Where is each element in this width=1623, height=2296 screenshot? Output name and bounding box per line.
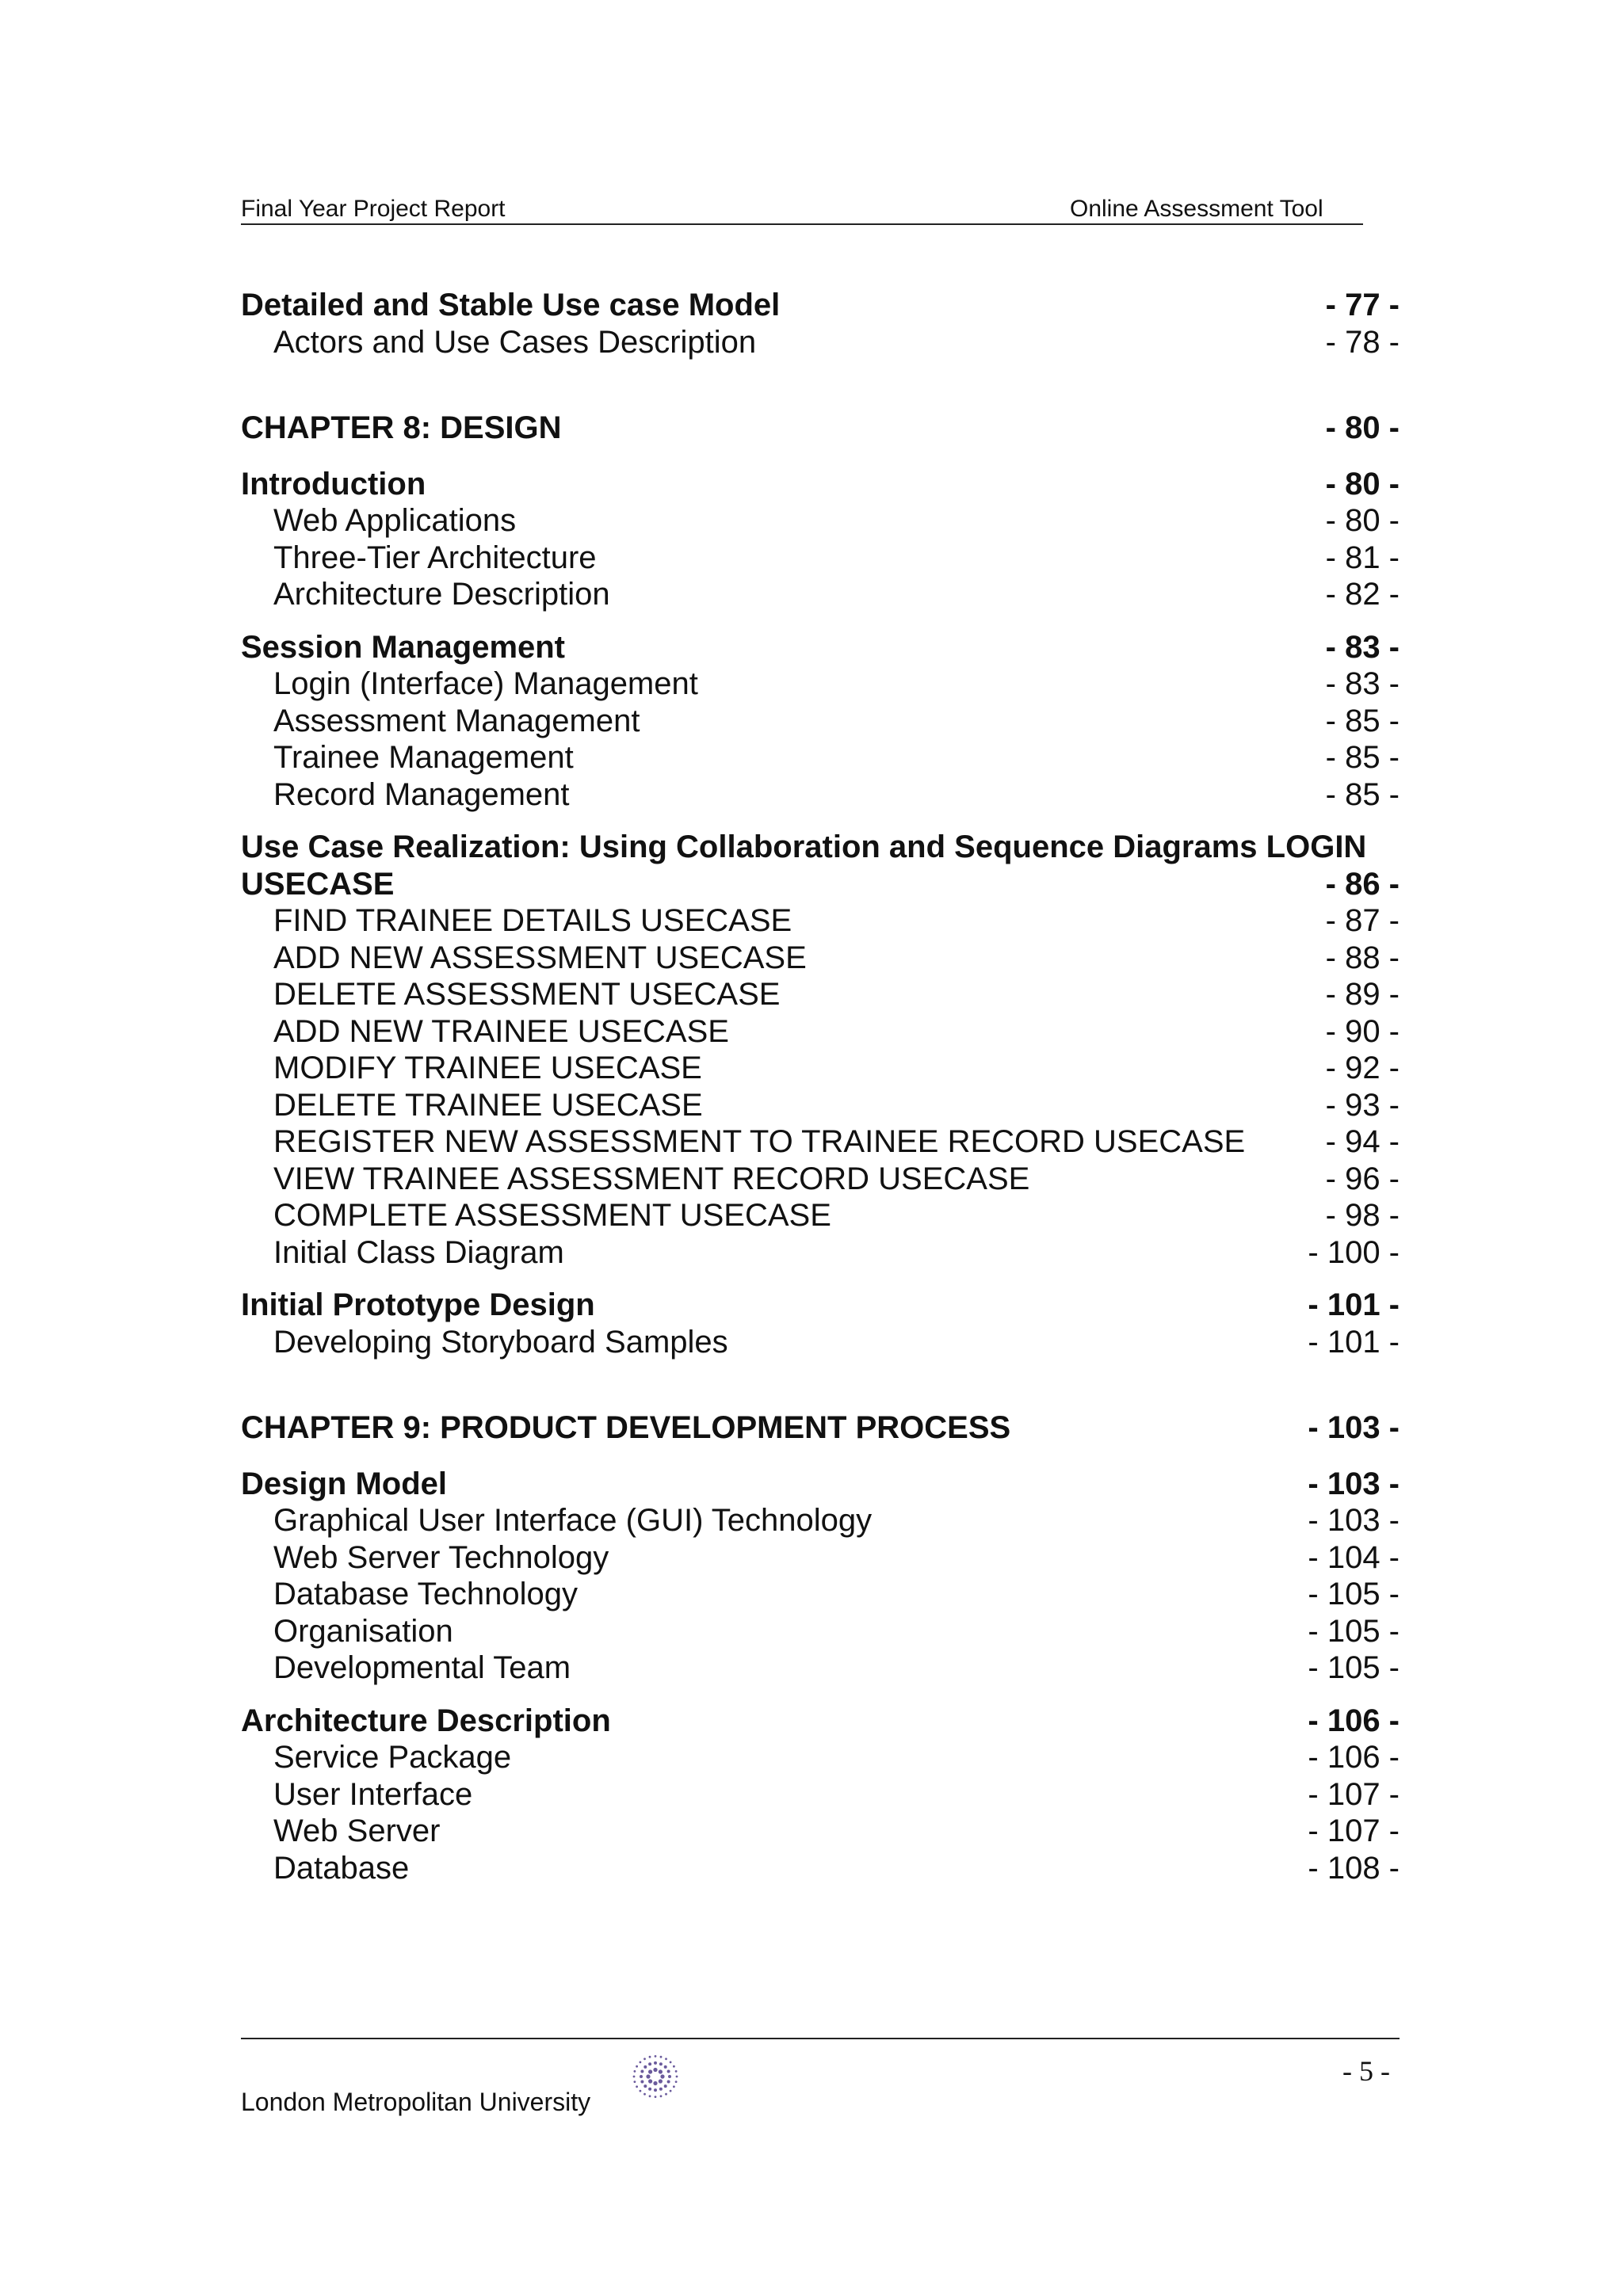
toc-entry <box>241 703 1400 740</box>
toc-entry-label: Trainee Management <box>273 740 574 775</box>
toc-entry-page: - 103 - <box>1308 1410 1400 1445</box>
toc-entry-page: - 103 - <box>1308 1466 1400 1501</box>
toc-entry-page: - 83 - <box>1325 666 1400 701</box>
logo-dot <box>640 2090 642 2092</box>
toc-entry-page: - 78 - <box>1325 324 1400 360</box>
toc-entry-page: - 105 - <box>1308 1613 1400 1649</box>
logo-dot <box>655 2055 657 2058</box>
toc-entry <box>241 666 1400 703</box>
toc-entry <box>241 466 1400 503</box>
toc-entry <box>241 287 1400 324</box>
logo-dot <box>676 2076 678 2078</box>
toc-entry-label: VIEW TRAINEE ASSESSMENT RECORD USECASE <box>273 1161 1030 1196</box>
toc-entry-page: - 100 - <box>1308 1234 1400 1270</box>
toc-entry-page: - 82 - <box>1325 577 1400 612</box>
toc-entry-label: DELETE TRAINEE USECASE <box>273 1087 703 1123</box>
toc-entry <box>241 1739 1400 1776</box>
toc-entry <box>241 410 1400 447</box>
toc-entry <box>241 976 1400 1013</box>
toc-entry-label: Architecture Description <box>273 577 610 612</box>
toc-entry-label: REGISTER NEW ASSESSMENT TO TRAINEE RECORD USECASE <box>273 1124 1246 1159</box>
logo-dot <box>643 2058 646 2060</box>
logo-dot <box>659 2079 663 2083</box>
running-header <box>241 195 1363 225</box>
toc-entry-page: - 98 - <box>1325 1198 1400 1233</box>
toc-entry-label: ADD NEW TRAINEE USECASE <box>273 1013 729 1049</box>
toc-entry-label: DELETE ASSESSMENT USECASE <box>273 977 781 1012</box>
logo-dot <box>673 2085 675 2088</box>
logo-dot <box>649 2056 651 2058</box>
toc-entry <box>241 739 1400 776</box>
logo-dot <box>633 2076 636 2078</box>
toc-entry <box>241 1197 1400 1234</box>
toc-entry-page: - 106 - <box>1308 1703 1400 1738</box>
toc-entry <box>241 1576 1400 1613</box>
logo-dot <box>654 2061 657 2065</box>
logo-dot <box>659 2088 663 2091</box>
logo-dot <box>640 2075 643 2078</box>
toc-entry-label: Database Technology <box>273 1577 578 1611</box>
toc-entry-label: FIND TRAINEE DETAILS USECASE <box>273 903 792 938</box>
toc-entry <box>241 1850 1400 1887</box>
logo-dot <box>660 2074 664 2078</box>
toc-entry <box>241 1050 1400 1087</box>
toc-entry <box>241 940 1400 977</box>
toc-entry-page: - 80 - <box>1325 410 1400 445</box>
toc-entry-label: USECASE <box>241 866 395 902</box>
logo-dot <box>659 2069 663 2073</box>
toc-entry-page: - 105 - <box>1308 1650 1400 1685</box>
toc-entry-page: - 101 - <box>1308 1287 1400 1322</box>
toc-entry <box>241 1409 1400 1447</box>
toc-entry-label: Service Package <box>273 1740 512 1775</box>
toc-entry-page: - 85 - <box>1325 703 1400 738</box>
logo-dot <box>634 2070 636 2073</box>
toc-entry <box>241 1466 1400 1503</box>
toc-entry-page: - 107 - <box>1308 1776 1400 1812</box>
toc-entry-label: Initial Class Diagram <box>273 1234 564 1270</box>
logo-dot <box>653 2068 657 2072</box>
toc-entry-page: - 89 - <box>1325 977 1400 1012</box>
toc-entry <box>241 1234 1400 1272</box>
logo-dot <box>648 2088 651 2091</box>
toc-entry-page: - 105 - <box>1308 1577 1400 1611</box>
logo-dot <box>655 2096 657 2098</box>
toc-entry <box>241 576 1400 613</box>
toc-entry-label: Detailed and Stable Use case Model <box>241 288 781 322</box>
toc-entry-page: - 86 - <box>1325 866 1400 902</box>
logo-dot <box>667 2081 670 2084</box>
toc-entry <box>241 1813 1400 1850</box>
toc-entry-label: Web Applications <box>273 503 517 538</box>
toc-entry <box>241 776 1400 814</box>
toc-entry-label: Assessment Management <box>273 703 640 738</box>
toc-entry-page: - 83 - <box>1325 629 1400 665</box>
toc-entry <box>241 1287 1400 1324</box>
header-project-title: Online Assessment Tool <box>1070 196 1323 222</box>
logo-dot <box>646 2074 650 2078</box>
toc-entry-page: - 85 - <box>1325 776 1400 812</box>
logo-dot <box>673 2065 675 2068</box>
logo-dot <box>649 2095 651 2097</box>
toc-entry-page: - 88 - <box>1325 940 1400 975</box>
toc-entry-page: - 104 - <box>1308 1539 1400 1575</box>
logo-dot <box>648 2079 652 2083</box>
toc-entry-label: MODIFY TRAINEE USECASE <box>273 1051 702 1085</box>
logo-dot <box>670 2090 672 2092</box>
toc-entry-page: - 77 - <box>1325 288 1400 322</box>
toc-entry <box>241 324 1400 361</box>
logo-dot <box>634 2081 636 2083</box>
header-report-title: Final Year Project Report <box>241 196 506 222</box>
toc-entry-label: Organisation <box>273 1613 453 1649</box>
logo-dot <box>640 2070 643 2073</box>
toc-entry-page: - 85 - <box>1325 740 1400 775</box>
logo-dot <box>640 2061 642 2064</box>
footer-divider <box>241 2038 1400 2039</box>
logo-dot <box>659 2062 663 2065</box>
footer-page-number: - 5 - <box>1342 2055 1390 2087</box>
toc-entry-label: COMPLETE ASSESSMENT USECASE <box>273 1198 831 1233</box>
logo-dot <box>636 2065 638 2068</box>
toc-entry-page: - 93 - <box>1325 1087 1400 1123</box>
toc-entry-page: - 108 - <box>1308 1850 1400 1886</box>
toc-entry <box>241 1502 1400 1539</box>
logo-dot <box>665 2058 667 2060</box>
logo-dot <box>664 2084 667 2088</box>
toc-entry-label: Introduction <box>241 466 426 502</box>
toc-entry-label: CHAPTER 8: DESIGN <box>241 410 562 445</box>
toc-entry <box>241 1324 1400 1361</box>
toc-entry-page: - 81 - <box>1325 540 1400 575</box>
toc-entry <box>241 829 1400 866</box>
toc-entry-page: - 96 - <box>1325 1161 1400 1196</box>
logo-dot <box>643 2065 647 2069</box>
logo-dot <box>640 2081 643 2084</box>
logo-dot <box>660 2056 663 2058</box>
toc-entry <box>241 1161 1400 1198</box>
toc-entry <box>241 1539 1400 1577</box>
logo-dot <box>648 2062 651 2065</box>
toc-entry-label: Session Management <box>241 629 566 665</box>
toc-entry-page: - 90 - <box>1325 1013 1400 1049</box>
toc-entry-label: Login (Interface) Management <box>273 666 698 701</box>
toc-entry-label: Actors and Use Cases Description <box>273 324 757 360</box>
table-of-contents <box>241 287 1400 1886</box>
logo-dot <box>664 2065 667 2069</box>
toc-entry <box>241 1650 1400 1687</box>
toc-entry-label: Architecture Description <box>241 1703 611 1738</box>
toc-entry-page: - 107 - <box>1308 1814 1400 1848</box>
logo-dot <box>643 2084 647 2088</box>
toc-entry-page: - 92 - <box>1325 1051 1400 1085</box>
toc-entry <box>241 1123 1400 1161</box>
toc-entry-page: - 103 - <box>1308 1503 1400 1538</box>
toc-entry-label: Three-Tier Architecture <box>273 540 597 575</box>
toc-entry <box>241 902 1400 940</box>
university-logo-icon <box>609 2053 702 2103</box>
toc-entry <box>241 1613 1400 1650</box>
toc-entry-page: - 80 - <box>1325 466 1400 502</box>
logo-dot <box>660 2095 663 2097</box>
toc-entry-label: Initial Prototype Design <box>241 1287 595 1322</box>
toc-entry <box>241 502 1400 540</box>
toc-entry-page: - 87 - <box>1325 903 1400 938</box>
toc-entry-label: CHAPTER 9: PRODUCT DEVELOPMENT PROCESS <box>241 1410 1011 1445</box>
toc-entry-label: Web Server Technology <box>273 1539 609 1575</box>
toc-entry-page: - 101 - <box>1308 1324 1400 1360</box>
toc-entry-label: User Interface <box>273 1776 473 1812</box>
logo-dot <box>670 2061 672 2064</box>
toc-entry <box>241 540 1400 577</box>
toc-entry-page: - 80 - <box>1325 503 1400 538</box>
logo-dot <box>675 2081 678 2083</box>
toc-entry-label: Developmental Team <box>273 1650 571 1685</box>
logo-dot <box>648 2069 652 2073</box>
toc-entry <box>241 1776 1400 1814</box>
logo-dot <box>665 2093 667 2096</box>
toc-entry <box>241 1013 1400 1051</box>
toc-entry-label: ADD NEW ASSESSMENT USECASE <box>273 940 807 975</box>
toc-entry <box>241 866 1400 903</box>
toc-entry-label: Graphical User Interface (GUI) Technology <box>273 1503 873 1538</box>
toc-entry-label: Web Server <box>273 1814 441 1848</box>
toc-entry-page: - 106 - <box>1308 1740 1400 1775</box>
footer-institution: London Metropolitan University <box>241 2088 591 2116</box>
logo-dot <box>667 2070 670 2073</box>
logo-dot <box>654 2088 657 2092</box>
toc-entry-label: Database <box>273 1850 410 1886</box>
logo-dot <box>653 2081 657 2085</box>
toc-entry <box>241 629 1400 666</box>
toc-entry <box>241 1087 1400 1124</box>
logo-dot <box>643 2093 646 2096</box>
logo-dot <box>668 2075 671 2078</box>
toc-entry-page: - 94 - <box>1325 1124 1400 1159</box>
logo-dot <box>675 2070 678 2073</box>
logo-dot <box>636 2085 638 2088</box>
toc-entry-label: Use Case Realization: Using Collaboration and Sequence Diagrams LOGIN <box>241 830 1367 864</box>
toc-entry <box>241 1703 1400 1740</box>
toc-entry-label: Design Model <box>241 1466 448 1501</box>
toc-entry-label: Record Management <box>273 776 570 812</box>
toc-entry-label: Developing Storyboard Samples <box>273 1324 728 1360</box>
